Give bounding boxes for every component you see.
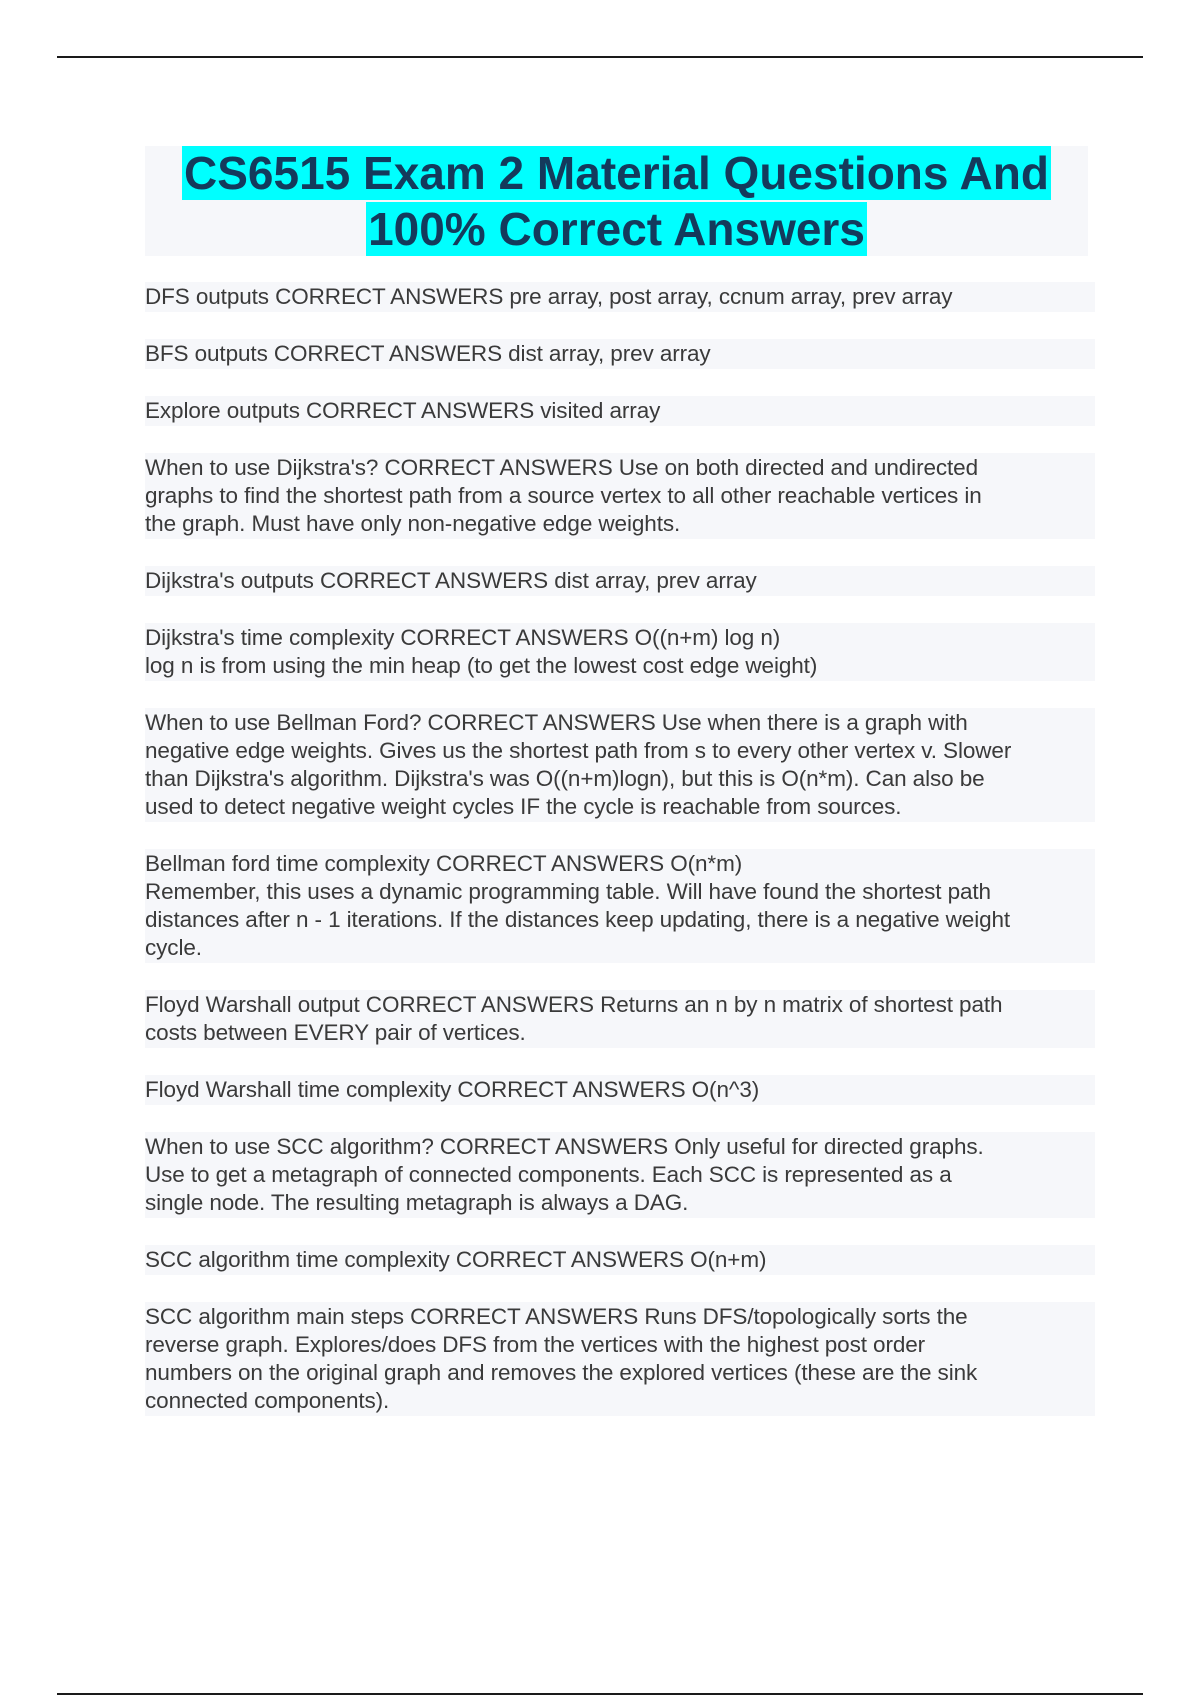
qa-text-line: SCC algorithm time complexity CORRECT ANSWERS O(n+m) (145, 1247, 767, 1272)
qa-text-line: connected components). (145, 1388, 390, 1413)
qa-item (145, 1302, 1095, 1416)
qa-text-line: SCC algorithm main steps CORRECT ANSWERS Runs DFS/topologically sorts the (145, 1304, 968, 1329)
qa-list (145, 282, 1095, 1443)
qa-text-line: cycle. (145, 935, 202, 960)
qa-item (145, 1132, 1095, 1218)
qa-text-line: Dijkstra's outputs CORRECT ANSWERS dist array, prev array (145, 568, 757, 593)
document-title (145, 146, 1088, 256)
qa-text-line: used to detect negative weight cycles IF the cycle is reachable from sources. (145, 794, 902, 819)
qa-text-line: Floyd Warshall time complexity CORRECT ANSWERS O(n^3) (145, 1077, 760, 1102)
qa-item (145, 1245, 1095, 1275)
title-line-1: CS6515 Exam 2 Material Questions And (184, 147, 1049, 199)
title-line-2: 100% Correct Answers (368, 203, 865, 255)
qa-item (145, 990, 1095, 1048)
qa-text-line: Explore outputs CORRECT ANSWERS visited array (145, 398, 661, 423)
qa-item (145, 708, 1095, 822)
qa-text-line: log n is from using the min heap (to get the lowest cost edge weight) (145, 653, 818, 678)
qa-text-line: Floyd Warshall output CORRECT ANSWERS Returns an n by n matrix of shortest path (145, 992, 1003, 1017)
qa-text-line: the graph. Must have only non-negative edge weights. (145, 511, 681, 536)
qa-text-line: negative edge weights. Gives us the shortest path from s to every other vertex v. Slower (145, 738, 1012, 763)
qa-text-line: costs between EVERY pair of vertices. (145, 1020, 526, 1045)
qa-item (145, 849, 1095, 963)
qa-text-line: distances after n - 1 iterations. If the distances keep updating, there is a negative weight (145, 907, 1011, 932)
qa-item (145, 339, 1095, 369)
header-rule (57, 56, 1143, 58)
qa-text-line: Bellman ford time complexity CORRECT ANSWERS O(n*m) (145, 851, 743, 876)
qa-item (145, 396, 1095, 426)
qa-text-line: BFS outputs CORRECT ANSWERS dist array, prev array (145, 341, 711, 366)
qa-text-line: When to use Bellman Ford? CORRECT ANSWERS Use when there is a graph with (145, 710, 968, 735)
qa-text-line: single node. The resulting metagraph is always a DAG. (145, 1190, 689, 1215)
qa-text-line: Remember, this uses a dynamic programming table. Will have found the shortest path (145, 879, 991, 904)
qa-text-line: When to use SCC algorithm? CORRECT ANSWERS Only useful for directed graphs. (145, 1134, 984, 1159)
qa-item (145, 566, 1095, 596)
qa-text-line: reverse graph. Explores/does DFS from the vertices with the highest post order (145, 1332, 926, 1357)
qa-text-line: When to use Dijkstra's? CORRECT ANSWERS Use on both directed and undirected (145, 455, 978, 480)
qa-text-line: numbers on the original graph and removes the explored vertices (these are the sink (145, 1360, 978, 1385)
qa-text-line: DFS outputs CORRECT ANSWERS pre array, post array, ccnum array, prev array (145, 284, 953, 309)
qa-item (145, 623, 1095, 681)
footer-rule (57, 1693, 1143, 1695)
qa-text-line: Dijkstra's time complexity CORRECT ANSWERS O((n+m) log n) (145, 625, 781, 650)
qa-item (145, 453, 1095, 539)
qa-text-line: than Dijkstra's algorithm. Dijkstra's was O((n+m)logn), but this is O(n*m). Can also be (145, 766, 985, 791)
qa-text-line: graphs to find the shortest path from a source vertex to all other reachable vertices in (145, 483, 982, 508)
qa-text-line: Use to get a metagraph of connected components. Each SCC is represented as a (145, 1162, 952, 1187)
qa-item (145, 1075, 1095, 1105)
qa-item (145, 282, 1095, 312)
